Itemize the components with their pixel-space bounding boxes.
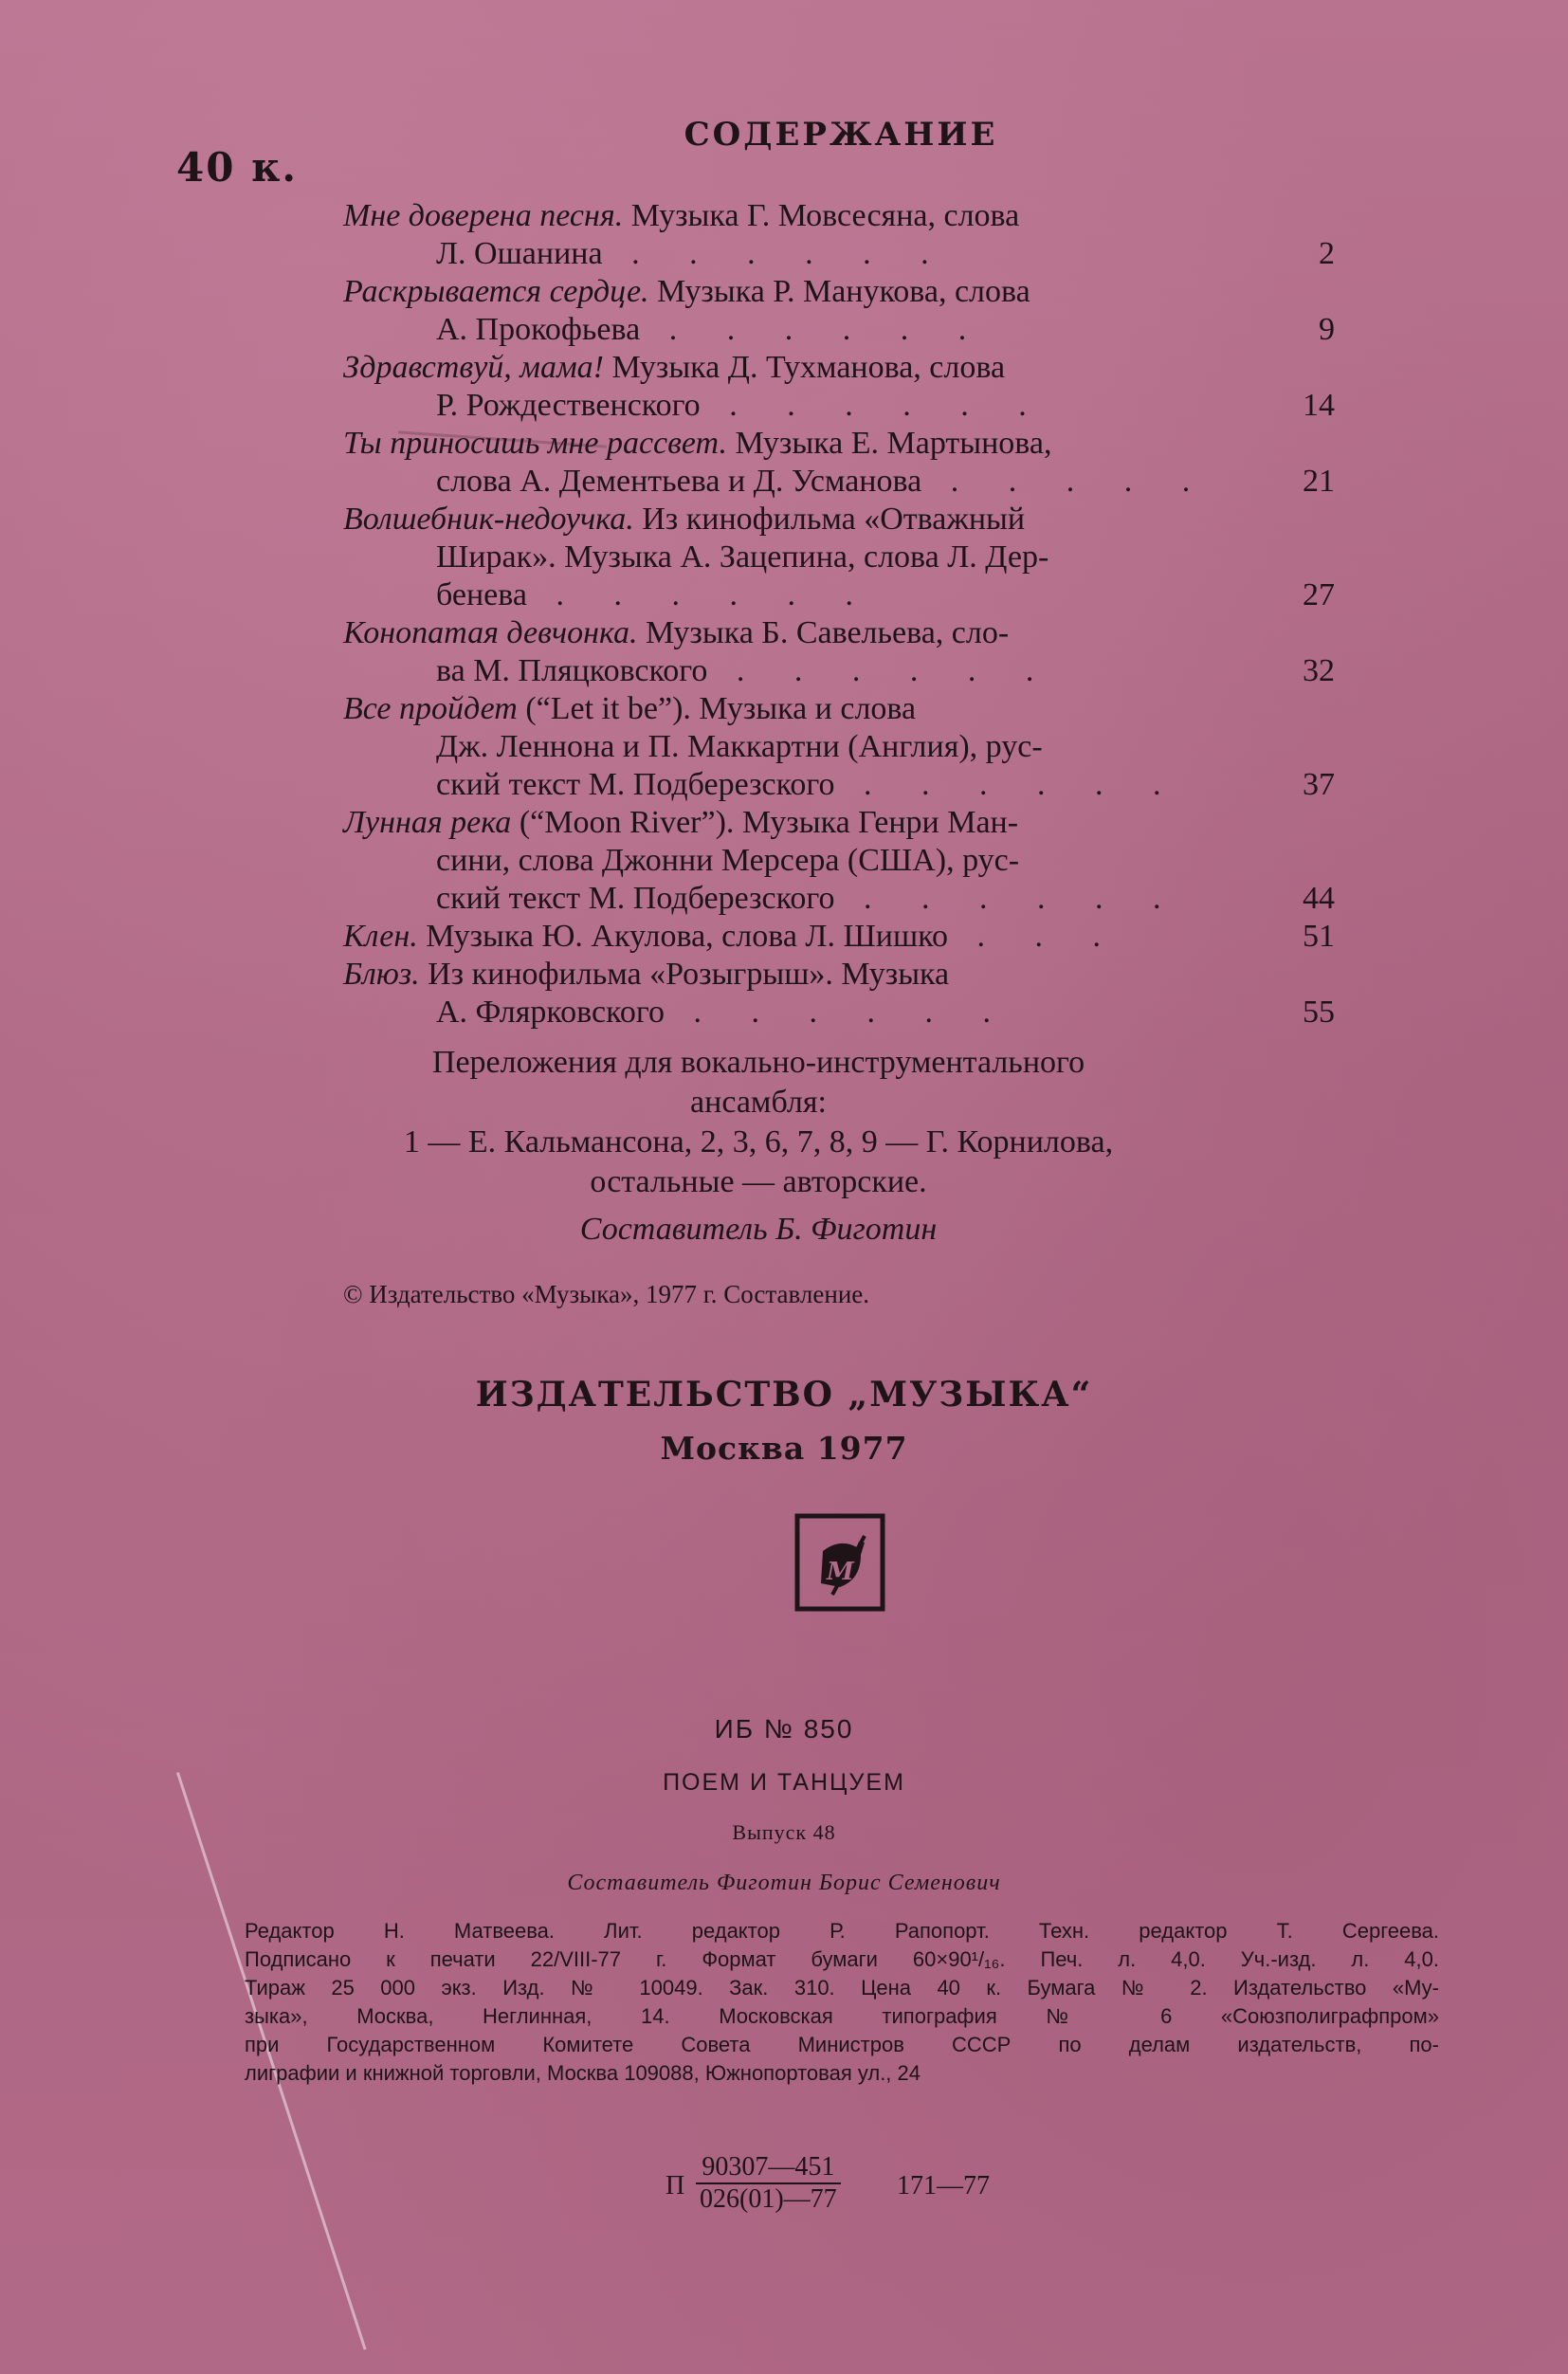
credits-line: Переложения для вокально-инструментального — [431, 1045, 1085, 1080]
toc-page-number: 44 — [1303, 881, 1335, 916]
toc-entry — [343, 918, 1335, 956]
toc-leader-dots: . . . . . . — [834, 767, 1182, 802]
toc-entry — [343, 425, 1335, 501]
arrangement-credits — [284, 1043, 1232, 1250]
toc-entry-continuation — [343, 311, 1249, 349]
toc-song-title: Волшебник-недоучка. — [343, 502, 634, 537]
toc-leader-dots: . . . . . . — [602, 236, 950, 271]
toc-page-number: 55 — [1303, 995, 1335, 1030]
copyright-notice: © Издательство «Музыка», 1977 г. Составление. — [343, 1280, 870, 1308]
toc-entry-first-line — [343, 501, 1249, 539]
toc-continuation-text: Ширак». Музыка А. Зацепина, слова Л. Дер- — [436, 539, 1049, 575]
toc-song-title: Раскрывается сердце. — [343, 274, 649, 309]
toc-continuation-text: сини, слова Джонни Мерсера (США), рус- — [436, 843, 1020, 878]
toc-entry-first-line — [343, 956, 1249, 994]
toc-entry-first-line — [343, 918, 1249, 956]
toc-entry-continuation — [343, 880, 1249, 918]
toc-entry-first-line — [343, 425, 1249, 463]
toc-page-number: 27 — [1303, 577, 1335, 612]
imprint-block — [245, 1917, 1439, 2088]
toc-song-credits: Музыка Г. Мовсесяна, слова — [623, 198, 1020, 233]
toc-song-credits: Музыка Е. Мартынова, — [727, 426, 1052, 461]
toc-page-number: 21 — [1303, 464, 1335, 499]
toc-entry-first-line — [343, 804, 1249, 842]
credits-line: остальные — авторские. — [590, 1164, 927, 1199]
toc-continuation-text: ский текст М. Подберезского — [436, 881, 835, 916]
toc-song-credits: (“Moon River”). Музыка Генри Ман- — [511, 805, 1019, 840]
publisher-name: ИЗДАТЕЛЬСТВО „МУЗЫКА“ — [475, 1375, 1093, 1415]
series-title: ПОЕМ И ТАНЦУЕМ — [663, 1769, 905, 1796]
table-of-contents — [343, 197, 1335, 1032]
toc-entry-first-line — [343, 690, 1249, 728]
toc-entry-continuation — [343, 576, 1249, 614]
catalog-code-fraction — [696, 2152, 841, 2215]
toc-song-title: Конопатая девчонка. — [343, 615, 638, 650]
toc-entry — [343, 349, 1335, 425]
toc-entry-continuation — [343, 539, 1249, 576]
imprint-line: Редактор Н. Матвеева. Лит. редактор Р. Рапопорт. Техн. редактор Т. Сергеева. — [245, 1919, 1439, 1943]
toc-page-number: 51 — [1303, 919, 1335, 954]
toc-leader-dots: . . . . . . — [640, 312, 988, 347]
toc-song-credits: Музыка Б. Савельева, сло- — [637, 615, 1010, 650]
toc-leader-dots: . . . — [947, 919, 1121, 954]
toc-song-title: Все пройдет — [343, 691, 518, 726]
toc-continuation-text: ский текст М. Подберезского — [436, 767, 835, 802]
toc-song-credits: Из кинофильма «Отважный — [633, 502, 1026, 537]
toc-continuation-text: А. Прокофьева — [436, 312, 641, 347]
toc-entry-first-line — [343, 273, 1249, 311]
compiler-full-name: Составитель Фиготин Борис Семенович — [567, 1871, 1001, 1895]
toc-leader-dots: . . . . . . — [834, 881, 1182, 916]
toc-entry — [343, 804, 1335, 918]
imprint-line: Подписано к печати 22/VIII-77 г. Формат бумаги 60×90¹/₁₆. Печ. л. 4,0. Уч.-изд. л. 4,0. — [245, 1947, 1439, 1971]
toc-entry-first-line — [343, 614, 1249, 652]
toc-leader-dots: . . . . . . — [707, 653, 1055, 688]
toc-entry-first-line — [343, 197, 1249, 235]
toc-continuation-text: Л. Ошанина — [436, 236, 603, 271]
ib-number: ИБ № 850 — [714, 1714, 854, 1744]
toc-leader-dots: . . . . . . — [526, 577, 874, 612]
toc-entry-continuation — [343, 387, 1249, 425]
catalog-code-suffix: 171—77 — [897, 2171, 990, 2201]
catalog-code-numerator: 90307—451 — [696, 2152, 841, 2184]
toc-page-number: 37 — [1303, 767, 1335, 802]
toc-entry-continuation — [343, 766, 1249, 804]
toc-entry-continuation — [343, 652, 1249, 690]
toc-song-credits: Музыка Р. Манукова, слова — [648, 274, 1030, 309]
toc-leader-dots: . . . . . . — [700, 388, 1048, 423]
imprint-line: Тираж 25 000 экз. Изд. № 10049. Зак. 310. Цена 40 к. Бумага № 2. Издательство «Му- — [245, 1976, 1439, 2000]
toc-entry-first-line — [343, 349, 1249, 387]
toc-song-title: Клен. — [343, 919, 418, 954]
toc-continuation-text: А. Флярковского — [436, 995, 665, 1030]
toc-leader-dots: . . . . . . — [664, 995, 1012, 1030]
compiler-credit: Составитель Б. Фиготин — [579, 1212, 938, 1247]
toc-continuation-text: ва М. Пляцковского — [436, 653, 708, 688]
toc-song-title: Здравствуй, мама! — [343, 350, 605, 385]
toc-entry — [343, 273, 1335, 349]
imprint-line: лиграфии и книжной торговли, Москва 109088, Южнопортовая ул., 24 — [245, 2061, 921, 2085]
issue-number: Выпуск 48 — [732, 1820, 836, 1844]
toc-entry-continuation — [343, 994, 1249, 1032]
toc-continuation-text: Р. Рождественского — [436, 388, 701, 423]
toc-entry-continuation — [343, 463, 1249, 501]
toc-continuation-text: бенева — [436, 577, 527, 612]
toc-song-credits: Музыка Ю. Акулова, слова Л. Шишко — [417, 919, 948, 954]
toc-heading: СОДЕРЖАНИЕ — [684, 116, 998, 154]
credits-line: ансамбля: — [690, 1085, 827, 1120]
toc-song-title: Мне доверена песня. — [343, 198, 624, 233]
imprint-line: при Государственном Комитете Совета Министров СССР по делам издательств, по- — [245, 2033, 1439, 2056]
imprint-line: зыка», Москва, Неглинная, 14. Московская типография № 6 «Союзполиграфпром» — [245, 2004, 1439, 2028]
toc-entry-continuation — [343, 235, 1249, 273]
toc-page-number: 9 — [1319, 312, 1335, 347]
toc-entry-continuation — [343, 842, 1249, 880]
toc-song-title: Ты приносишь мне рассвет. — [343, 426, 728, 461]
toc-page-number: 32 — [1303, 653, 1335, 688]
toc-entry — [343, 501, 1335, 614]
toc-continuation-text: Дж. Леннона и П. Маккартни (Англия), рус- — [436, 729, 1043, 764]
toc-continuation-text: слова А. Дементьева и Д. Усманова — [436, 464, 922, 499]
catalog-code-prefix: П — [665, 2171, 685, 2201]
publisher-logo-icon — [794, 1513, 885, 1612]
toc-entry-continuation — [343, 728, 1249, 766]
toc-entry — [343, 690, 1335, 804]
toc-entry — [343, 614, 1335, 690]
toc-page-number: 14 — [1303, 388, 1335, 423]
credits-line: 1 — Е. Кальмансона, 2, 3, 6, 7, 8, 9 — Г. Корнилова, — [403, 1124, 1114, 1160]
toc-song-credits: Из кинофильма «Розыгрыш». Музыка — [419, 957, 950, 992]
toc-entry — [343, 956, 1335, 1032]
toc-song-credits: Музыка Д. Тухманова, слова — [604, 350, 1006, 385]
publisher-city-year: Москва 1977 — [660, 1430, 908, 1467]
toc-song-title: Лунная река — [343, 805, 512, 840]
toc-song-credits: (“Let it be”). Музыка и слова — [517, 691, 917, 726]
logo-letter: М — [827, 1558, 854, 1586]
catalog-code-denominator: 026(01)—77 — [700, 2184, 837, 2214]
price-label: 40 к. — [176, 144, 299, 191]
toc-leader-dots: . . . . . — [921, 464, 1212, 499]
toc-entry — [343, 197, 1335, 273]
toc-song-title: Блюз. — [343, 957, 420, 992]
toc-page-number: 2 — [1319, 236, 1335, 271]
